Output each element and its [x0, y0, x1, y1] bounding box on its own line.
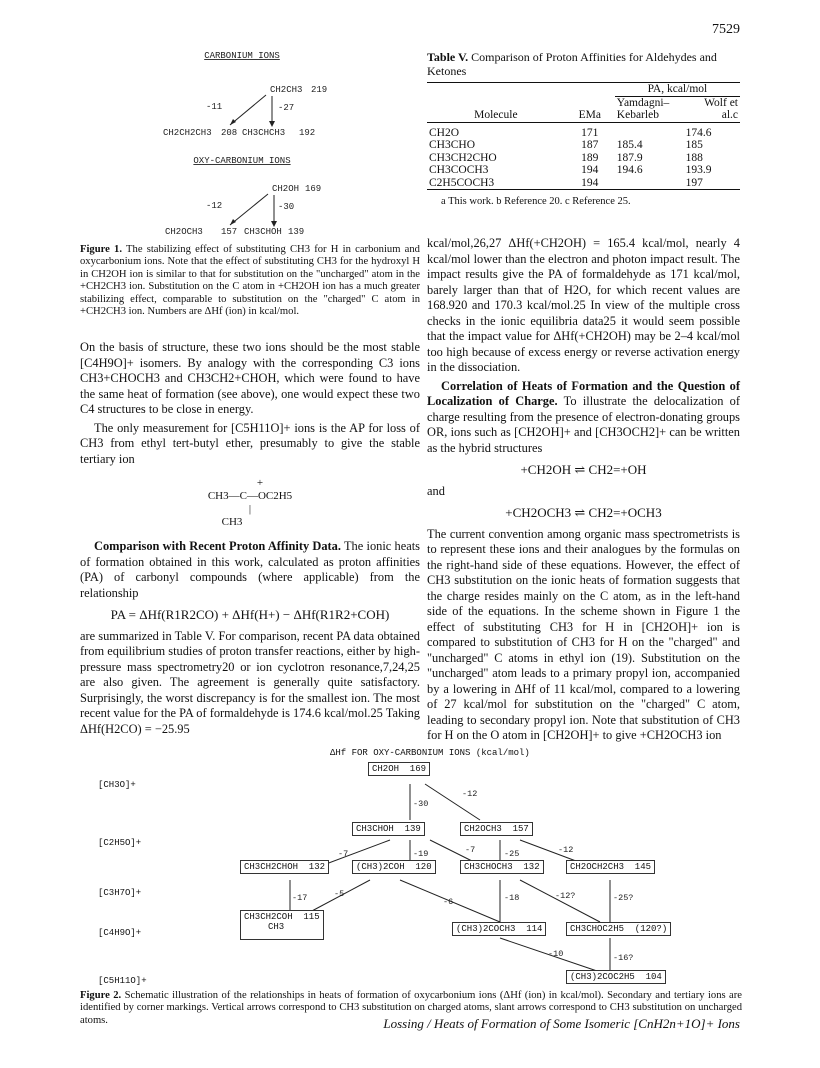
fig2-row-c5h11o: [C5H11O]+	[98, 976, 147, 986]
fig1-title-carbonium: CARBONIUM IONS	[204, 51, 280, 61]
fig2-box-ch3ch2coh-text: CH3CH2COH 115	[244, 912, 320, 922]
figure-1-caption-text: The stabilizing effect of substituting CH3 for H in carbonium and oxycarbonium ions. Note that the effect of substituting CH3 for the hydroxyl H in CH2OH ion is similar to that for substitution on the "uncharged" atom in the +CH2CH3 ion. Substitution on the C atom in +CH2OH ion has a much greater stabilizing effect, comparable to substitution on the "charged" C atom in +CH2CH3 ion. Numbers are ΔHf (ion) in kcal/mol.	[80, 244, 420, 318]
cell-yk	[615, 177, 684, 190]
cell-em: 189	[581, 151, 599, 164]
fig1-left2: CH2OCH3	[165, 227, 203, 237]
fig1-top2-val: 169	[305, 184, 322, 194]
fig1-top1-val: 219	[311, 85, 328, 95]
cell-yk: 185.4	[616, 139, 643, 151]
page-number: 7529	[712, 22, 740, 37]
cell-yk: 194.6	[616, 164, 643, 176]
fig1-title-oxy: OXY-CARBONIUM IONS	[193, 156, 291, 166]
fig2-box-ch3choch3: CH3CHOCH3 132	[460, 860, 544, 874]
table-v-grid	[427, 83, 740, 190]
svg-text:-12: -12	[558, 845, 574, 855]
pa-equation: PA = ΔHf(R1R2CO) + ΔHf(H+) − ΔHf(R1R2+COH)	[110, 607, 390, 622]
svg-text:-19: -19	[413, 849, 429, 859]
tertiary-ion-structure: + CH3—C—OC2H5 | CH3	[80, 477, 420, 529]
svg-text:-12: -12	[462, 789, 478, 799]
hybrid-equation-2: +CH2OCH3 ⇌ CH2=+OCH3	[505, 505, 662, 520]
fig2-box-ch3choc2h5: CH3CHOC2H5 (120?)	[566, 922, 671, 936]
fig1-left1: CH2CH2CH3	[163, 128, 212, 138]
cell-wolf: 174.6	[685, 126, 712, 139]
cell-molecule: CH3COCH3	[429, 164, 489, 176]
table-row	[427, 122, 740, 139]
figure-2-caption-text: Schematic illustration of the relationships in heats of formation of oxycarbonium ions (ΔHf (ion) in kcal/mol). Secondary and tertiary ions are identified by corner markings. Vertical arrows correspond to CH3 substitution on charged atoms, slant arrows correspond to CH3 substitution on uncharged atoms.	[80, 990, 742, 1026]
col-header-molecule: Molecule	[474, 109, 518, 121]
cell-yk: 187.9	[616, 151, 643, 164]
svg-text:-25: -25	[504, 849, 520, 859]
fig1-right2-val: 139	[288, 227, 305, 237]
structure-bottom: CH3	[221, 516, 243, 528]
figure-2	[80, 748, 742, 986]
col-header-em: EMa	[578, 109, 601, 121]
fig2-row-ch3o: [CH3O]+	[98, 780, 136, 790]
fig2-row-c2h5o: [C2H5O]+	[98, 838, 142, 848]
fig2-box-ch3-2coh: (CH3)2COH 120	[352, 860, 436, 874]
left-paragraph-2: The only measurement for [C5H11O]+ ions is the AP for loss of CH3 from ethyl tert-butyl ether, presumably to give the stable tertiary ion	[80, 420, 420, 466]
cell-wolf: 197	[685, 176, 703, 189]
table-row	[427, 139, 740, 152]
fig2-box-ch2oh: CH2OH 169	[368, 762, 430, 776]
cell-em: 194	[581, 164, 599, 176]
svg-text:-10: -10	[548, 949, 564, 959]
fig1-vert1: -27	[278, 103, 295, 113]
left-column	[80, 340, 420, 740]
running-footer: Lossing / Heats of Formation of Some Isomeric [CnH2n+1O]+ Ions	[383, 1016, 740, 1031]
cell-yk	[615, 122, 684, 139]
fig2-box-ch3ch2choh: CH3CH2CHOH 132	[240, 860, 329, 874]
hybrid-equation-1: +CH2OH ⇌ CH2=+OH	[520, 462, 647, 477]
fig2-row-c3h7o: [C3H7O]+	[98, 888, 142, 898]
fig1-right1: CH3CHCH3	[242, 128, 286, 138]
svg-text:-12?: -12?	[555, 891, 576, 901]
structure-top: CH3—C—OC2H5	[207, 490, 293, 502]
left-paragraph-4: are summarized in Table V. For comparison, recent PA data obtained from equilibrium studies of proton transfer reactions, either by high-pressure mass spectrometry20 or ion cyclotron resonance,7,24,25 are also given. The agreement is generally quite satisfactory. Surprisingly, the worst discrepancy is for the smallest ion. The most recent value for the PA of formaldehyde is 174.6 kcal/mol.25 Taking ΔHf(H2CO) = −25.95	[80, 628, 420, 736]
and-word: and	[427, 483, 445, 498]
right-paragraph-3: The current convention among organic mass spectrometrists is to represent these ions and their analogues by the formulas on the right-hand side of these equations. However, the effect of CH3 substitution on the ionic heats of formation suggests that the charge resides mainly on the C atom, as in the left-hand side of the equations. In the scheme shown in Figure 1 the effect of substituting CH3 for H in [CH2OH]+ ion is compared to substitution of CH3 for H on the "charged" and "uncharged" C atoms in ethyl ion (19). Substitution on the "uncharged" atom leads to a primary propyl ion, accompanied by a lowering in ΔHf of 11 kcal/mol, compared to a lowering of 27 kcal/mol for substitution on the "charged" C atom, leading to secondary propyl ion. Note that substitution of CH3 for H on the O atom in [CH2OH]+ to give +CH2OCH3 ion	[427, 526, 740, 742]
fig2-box-ch3ch2coh-branch: CH3	[268, 922, 285, 932]
svg-text:-17: -17	[292, 893, 308, 903]
svg-text:-25?: -25?	[613, 893, 634, 903]
left-heading: Comparison with Recent Proton Affinity Data.	[94, 539, 341, 553]
svg-text:-18: -18	[504, 893, 520, 903]
fig2-box-ch3-2coc2h5: (CH3)2COC2H5 104	[566, 970, 666, 984]
table-v-group-header: PA, kcal/mol	[615, 83, 740, 96]
right-column	[427, 236, 740, 747]
svg-text:-7: -7	[465, 845, 476, 855]
svg-text:-16?: -16?	[613, 953, 634, 963]
fig2-box-ch3choh: CH3CHOH 139	[352, 822, 425, 836]
fig1-top2: CH2OH	[272, 184, 300, 194]
cell-wolf: 193.9	[685, 164, 712, 176]
fig2-box-ch2och3: CH2OCH3 157	[460, 822, 533, 836]
figure-1-caption	[80, 244, 420, 318]
svg-text:-5: -5	[334, 889, 345, 899]
table-v-label: Table V.	[427, 50, 469, 64]
cell-molecule: CH3CH2CHO	[429, 151, 497, 164]
cell-molecule: CH3CHO	[429, 139, 476, 151]
fig2-box-ch2och2ch3: CH2OCH2CH3 145	[566, 860, 655, 874]
right-heading: Correlation of Heats of Formation and the Question of Localization of Charge.	[427, 378, 740, 408]
cell-molecule: C2H5COCH3	[429, 176, 495, 189]
cell-em: 194	[581, 176, 599, 189]
cell-em: 187	[581, 139, 599, 151]
col-header-wolf: Wolf et al.c	[704, 96, 738, 121]
fig1-right1-val: 192	[299, 128, 316, 138]
right-paragraph-2: To illustrate the delocalization of charge resulting from the presence of electron-donating groups OR, ions such as [CH2OH]+ and [CH3OCH2]+ can be written as the hybrid structures	[427, 394, 740, 455]
table-v	[427, 50, 740, 207]
fig1-slant-arrow-2	[230, 194, 268, 225]
table-row	[427, 177, 740, 190]
figure-1	[80, 48, 420, 244]
cell-wolf: 185	[685, 139, 703, 151]
fig2-box-ch3ch2coh	[240, 910, 324, 940]
svg-text:-6: -6	[443, 897, 454, 907]
col-header-yk: Yamdagni–Kebarleb	[616, 96, 670, 121]
fig1-vert2: -30	[278, 202, 295, 212]
left-paragraph-1: On the basis of structure, these two ions should be the most stable [C4H9O]+ isomers. By analogy with the corresponding C3 ions CH3+CHOCH3 and CH3CH2+CHOH, which were found to have the same heat of formation (see above), one would expect these two C4 structures to be close in energy.	[80, 340, 420, 416]
fig2-title: ΔHf FOR OXY-CARBONIUM IONS (kcal/mol)	[330, 748, 530, 758]
svg-text:-30: -30	[413, 799, 429, 809]
table-row	[427, 152, 740, 165]
fig1-slant-arrow-1	[230, 95, 266, 125]
cell-molecule: CH2O	[429, 126, 460, 139]
fig1-left2-val: 157	[221, 227, 238, 237]
left-paragraph-3: The ionic heats of formation obtained in this work, calculated as proton affinities (PA) of carbonyl compounds (where applicable) from the relationship	[80, 539, 420, 600]
fig1-right2: CH3CHOH	[244, 227, 282, 237]
figure-1-diagram	[80, 48, 420, 244]
table-v-title: Comparison of Proton Affinities for Aldehydes and Ketones	[427, 50, 717, 78]
right-paragraph-1: kcal/mol,26,27 ΔHf(+CH2OH) = 165.4 kcal/mol, nearly 4 kcal/mol lower than the electron and photon impact result. The impact results give the PA of formaldehyde as 171 kcal/mol, barely larger than that of H2O, for which recent values are 168.920 and 170.3 kcal/mol.25 In view of the multiple cross checks in the ionic equilibria data25 it would seem possible that the impact value for ΔHf(+CH2OH) may be 2–4 kcal/mol too high because of excess energy or reverse activation energy in the dissociation.	[427, 236, 740, 374]
figure-2-label: Figure 2.	[80, 990, 122, 1001]
fig2-box-ch3-2coch3: (CH3)2COCH3 114	[452, 922, 546, 936]
fig1-top1: CH2CH3	[270, 85, 303, 95]
table-v-footnote: a This work. b Reference 20. c Reference 25.	[441, 196, 631, 207]
fig1-slant2: -12	[206, 201, 223, 211]
fig2-row-c4h9o: [C4H9O]+	[98, 928, 142, 938]
table-row	[427, 164, 740, 177]
cell-wolf: 188	[685, 151, 703, 164]
figure-1-label: Figure 1.	[80, 244, 122, 255]
svg-text:-7: -7	[338, 849, 349, 859]
cell-em: 171	[581, 126, 599, 139]
fig1-left1-val: 208	[221, 128, 238, 138]
fig1-slant1: -11	[206, 102, 223, 112]
